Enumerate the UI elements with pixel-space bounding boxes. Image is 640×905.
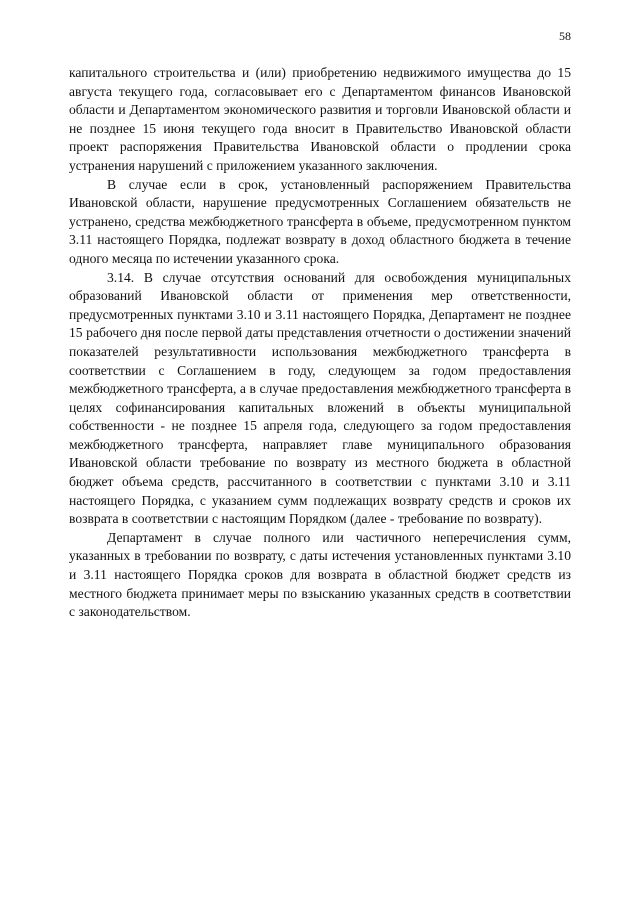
paragraph-3-14: 3.14. В случае отсутствия оснований для освобождения муниципальных образований Ивановской области от применения мер ответственности, предусмотренных пунктами 3.10 и 3.11 настоящего Порядка, Департамент не позднее 15 рабочего дня после первой даты представления отчетности о достижении значений показателей результативности использования межбюджетного трансферта в соответствии с Соглашением в году, следующем за годом предоставления межбюджетного трансферта, а в случае предоставления межбюджетного трансферта в целях софинансирования капитальных вложений в объекты муниципальной собственности - не позднее 15 апреля года, следующего за годом предоставления межбюджетного трансферта, направляет главе муниципального образования Ивановской области требование по возврату из местного бюджета в областной бюджет объема средств, рассчитанного в соответствии с пунктами 3.10 и 3.11 настоящего Порядка, с указанием сумм подлежащих возврату средств и сроков их возврата в соответствии с настоящим Порядком (далее - требование по возврату). bbox=[69, 269, 571, 527]
paragraph-recovery-measures: Департамент в случае полного или частичного неперечисления сумм, указанных в требовании по возврату, с даты истечения установленных пунктами 3.10 и 3.11 настоящего Порядка сроков для возврата в областной бюджет средств из местного бюджета принимает меры по взысканию указанных средств в соответствии с законодательством. bbox=[69, 529, 571, 620]
page-number: 58 bbox=[559, 29, 571, 43]
document-body bbox=[69, 64, 571, 622]
paragraph-continuation: капитального строительства и (или) приобретению недвижимого имущества до 15 августа текущего года, согласовывает его с Департаментом финансов Ивановской области и Департаментом экономического развития и торговли Ивановской области и не позднее 15 июня текущего года вносит в Правительство Ивановской области проект распоряжения Правительства Ивановской области о продлении срока устранения нарушений с приложением указанного заключения. bbox=[69, 65, 571, 173]
paragraph-violation-not-fixed: В случае если в срок, установленный распоряжением Правительства Ивановской области, нарушение предусмотренных Соглашением обязательств не устранено, средства межбюджетного трансферта в объеме, предусмотренном пунктом 3.11 настоящего Порядка, подлежат возврату в доход областного бюджета в течение одного месяца по истечении указанного срока. bbox=[69, 176, 571, 266]
